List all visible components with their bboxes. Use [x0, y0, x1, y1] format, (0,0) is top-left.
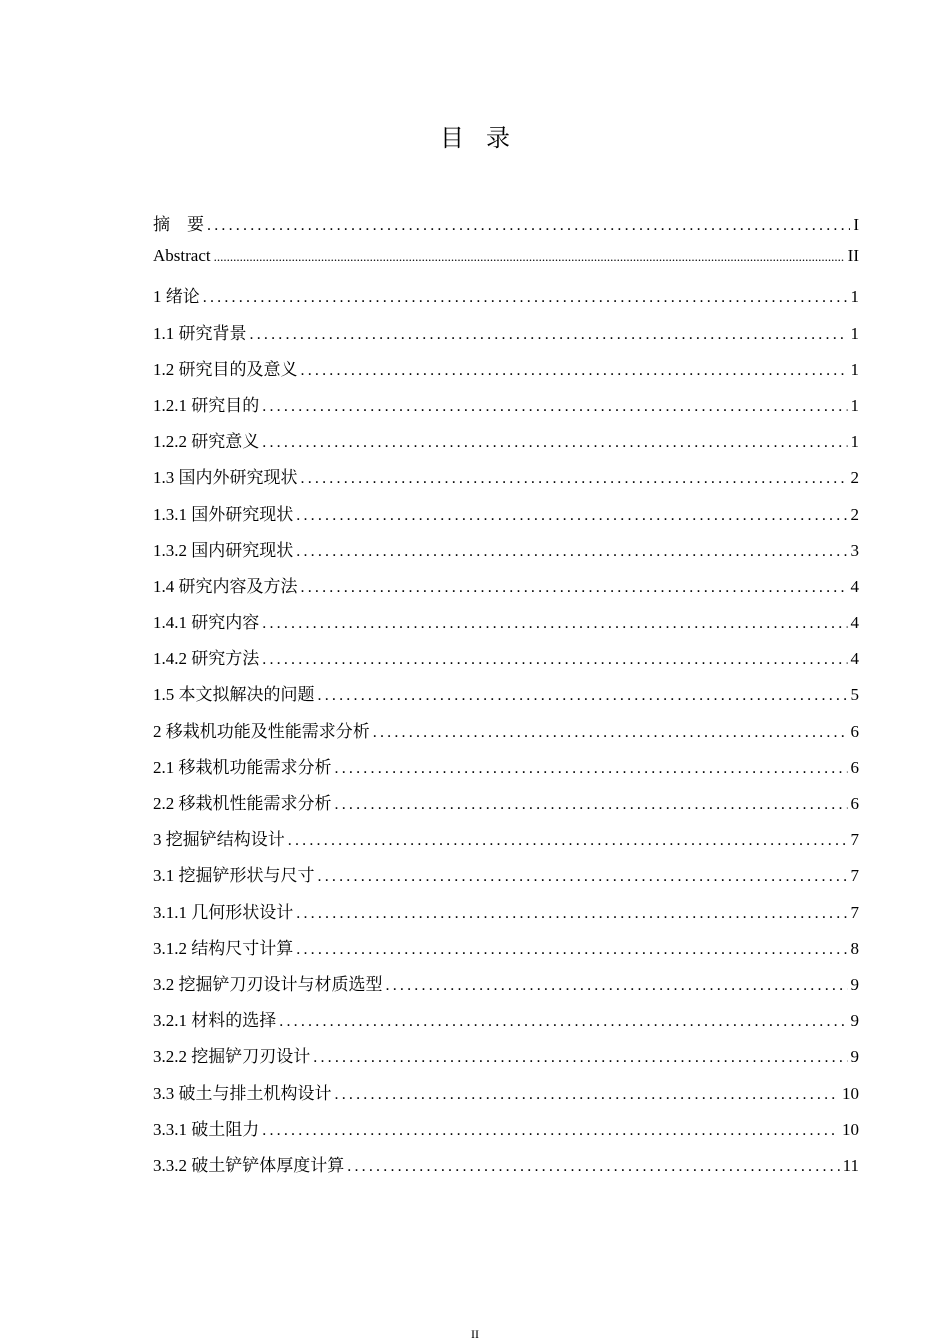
toc-entry-label: 1.4.1 研究内容	[153, 613, 260, 633]
toc-entry[interactable]	[153, 1151, 859, 1187]
toc-entry-label: 3.1 挖掘铲形状与尺寸	[153, 866, 315, 886]
toc-leader-dots	[347, 1158, 839, 1176]
toc-entry[interactable]	[153, 246, 859, 282]
toc-entry-label: 3 挖掘铲结构设计	[153, 830, 285, 850]
toc-leader-dots	[301, 362, 848, 380]
toc-entry[interactable]	[153, 355, 859, 391]
toc-entry[interactable]	[153, 427, 859, 463]
toc-leader-dots	[335, 1086, 840, 1104]
toc-entry-page: I	[853, 215, 859, 234]
toc-leader-dots	[318, 868, 848, 886]
toc-entry-label: 摘 要	[153, 215, 204, 234]
toc-entry[interactable]	[153, 463, 859, 499]
toc-entry[interactable]	[153, 282, 859, 318]
toc-entry-page: 9	[850, 1047, 859, 1067]
toc-leader-dots	[262, 615, 847, 633]
toc-entry[interactable]	[153, 825, 859, 861]
toc-leader-dots	[313, 1049, 847, 1067]
toc-entry-page: 7	[850, 830, 859, 850]
toc-entry-page: 1	[850, 432, 859, 452]
toc-entry[interactable]	[153, 789, 859, 825]
toc-entry-page: 1	[850, 323, 859, 343]
toc-entry[interactable]	[153, 934, 859, 970]
toc-entry[interactable]	[153, 391, 859, 427]
toc-entry-label: 3.2 挖掘铲刀刃设计与材质选型	[153, 974, 383, 994]
toc-entry-page: 5	[850, 685, 859, 705]
toc-entry-label: 3.1.1 几何形状设计	[153, 902, 294, 922]
toc-entry-page: 4	[850, 649, 859, 669]
toc-entry[interactable]	[153, 717, 859, 753]
toc-entry-label: 1.2.2 研究意义	[153, 432, 260, 452]
toc-leader-dots	[262, 1122, 839, 1140]
toc-entry-page: 8	[850, 938, 859, 958]
toc-entry[interactable]	[153, 753, 859, 789]
toc-leader-dots	[262, 434, 847, 452]
toc-leader-dots	[203, 289, 848, 307]
toc-entry-label: 3.2.1 材料的选择	[153, 1011, 277, 1031]
toc-entry[interactable]	[153, 1042, 859, 1078]
toc-entry-page: 6	[850, 794, 859, 813]
toc-entry[interactable]	[153, 644, 859, 680]
toc-entry-page: 6	[850, 721, 859, 741]
toc-leader-dots	[250, 326, 848, 344]
toc-entry-page: 1	[850, 287, 859, 307]
toc-entry-page: 9	[850, 1011, 859, 1031]
toc-leader-dots	[335, 760, 848, 778]
toc-entry-label: 1.2.1 研究目的	[153, 395, 260, 415]
toc-leader-dots	[207, 217, 850, 235]
toc-leader-dots	[296, 543, 847, 561]
table-of-contents	[153, 210, 859, 1187]
toc-entry-label: 1.4 研究内容及方法	[153, 576, 298, 596]
toc-entry-page: 4	[850, 613, 859, 633]
toc-leader-dots	[386, 977, 848, 995]
toc-entry[interactable]	[153, 861, 859, 897]
toc-entry[interactable]	[153, 1079, 859, 1115]
toc-entry-label: 1.3 国内外研究现状	[153, 468, 298, 488]
toc-entry[interactable]	[153, 1115, 859, 1151]
toc-entry-label: 2.2 移栽机性能需求分析	[153, 794, 332, 813]
toc-leader-dots	[301, 579, 848, 597]
toc-entry[interactable]	[153, 210, 859, 246]
toc-entry-label: 2.1 移栽机功能需求分析	[153, 757, 332, 777]
toc-leader-dots	[373, 724, 848, 742]
toc-leader-dots	[288, 832, 848, 850]
toc-entry[interactable]	[153, 1006, 859, 1042]
toc-entry-page: 9	[850, 974, 859, 994]
toc-entry-label: 1.5 本文拟解决的问题	[153, 685, 315, 705]
toc-entry-page: 2	[850, 504, 859, 524]
toc-leader-dots	[296, 507, 847, 525]
toc-entry-label: Abstract	[153, 246, 211, 266]
toc-entry-page: 10	[842, 1119, 859, 1139]
toc-entry[interactable]	[153, 319, 859, 355]
toc-entry[interactable]	[153, 500, 859, 536]
toc-entry-page: 3	[850, 540, 859, 560]
toc-entry-label: 3.3.1 破土阻力	[153, 1119, 260, 1139]
toc-leader-dots	[279, 1013, 847, 1031]
toc-entry-page: 1	[850, 359, 859, 379]
toc-entry-page: 2	[850, 468, 859, 488]
toc-entry-page: 1	[850, 395, 859, 415]
page-title: 目录	[440, 124, 532, 152]
toc-entry-label: 1.1 研究背景	[153, 323, 247, 343]
toc-entry-label: 1.2 研究目的及意义	[153, 359, 298, 379]
toc-entry-label: 2 移栽机功能及性能需求分析	[153, 721, 370, 741]
toc-entry[interactable]	[153, 898, 859, 934]
toc-entry-label: 3.3 破土与排土机构设计	[153, 1083, 332, 1103]
toc-leader-dots	[262, 398, 847, 416]
page-number: II	[471, 1327, 479, 1341]
toc-entry-label: 3.3.2 破土铲铲体厚度计算	[153, 1155, 345, 1175]
toc-entry-label: 1 绪论	[153, 287, 200, 307]
toc-entry-page: 10	[842, 1083, 859, 1103]
toc-entry-page: 4	[850, 576, 859, 596]
toc-entry-label: 1.4.2 研究方法	[153, 649, 260, 669]
toc-entry[interactable]	[153, 680, 859, 716]
toc-leader-dots	[318, 687, 848, 705]
toc-entry[interactable]	[153, 970, 859, 1006]
toc-entry-page: 6	[850, 757, 859, 777]
toc-entry-page: 11	[842, 1155, 859, 1175]
toc-entry[interactable]	[153, 608, 859, 644]
toc-leader-dots	[335, 796, 848, 814]
toc-leader-dots	[214, 249, 845, 265]
toc-leader-dots	[296, 941, 847, 959]
toc-entry-label: 1.3.2 国内研究现状	[153, 540, 294, 560]
toc-leader-dots	[262, 651, 847, 669]
toc-entry-label: 3.2.2 挖掘铲刀刃设计	[153, 1047, 311, 1067]
toc-entry-page: 7	[850, 866, 859, 886]
toc-entry[interactable]	[153, 536, 859, 572]
toc-leader-dots	[301, 470, 848, 488]
toc-entry-label: 1.3.1 国外研究现状	[153, 504, 294, 524]
toc-entry-page: II	[847, 246, 859, 266]
toc-entry-label: 3.1.2 结构尺寸计算	[153, 938, 294, 958]
toc-entry[interactable]	[153, 572, 859, 608]
toc-entry-page: 7	[850, 902, 859, 922]
toc-leader-dots	[296, 905, 847, 923]
